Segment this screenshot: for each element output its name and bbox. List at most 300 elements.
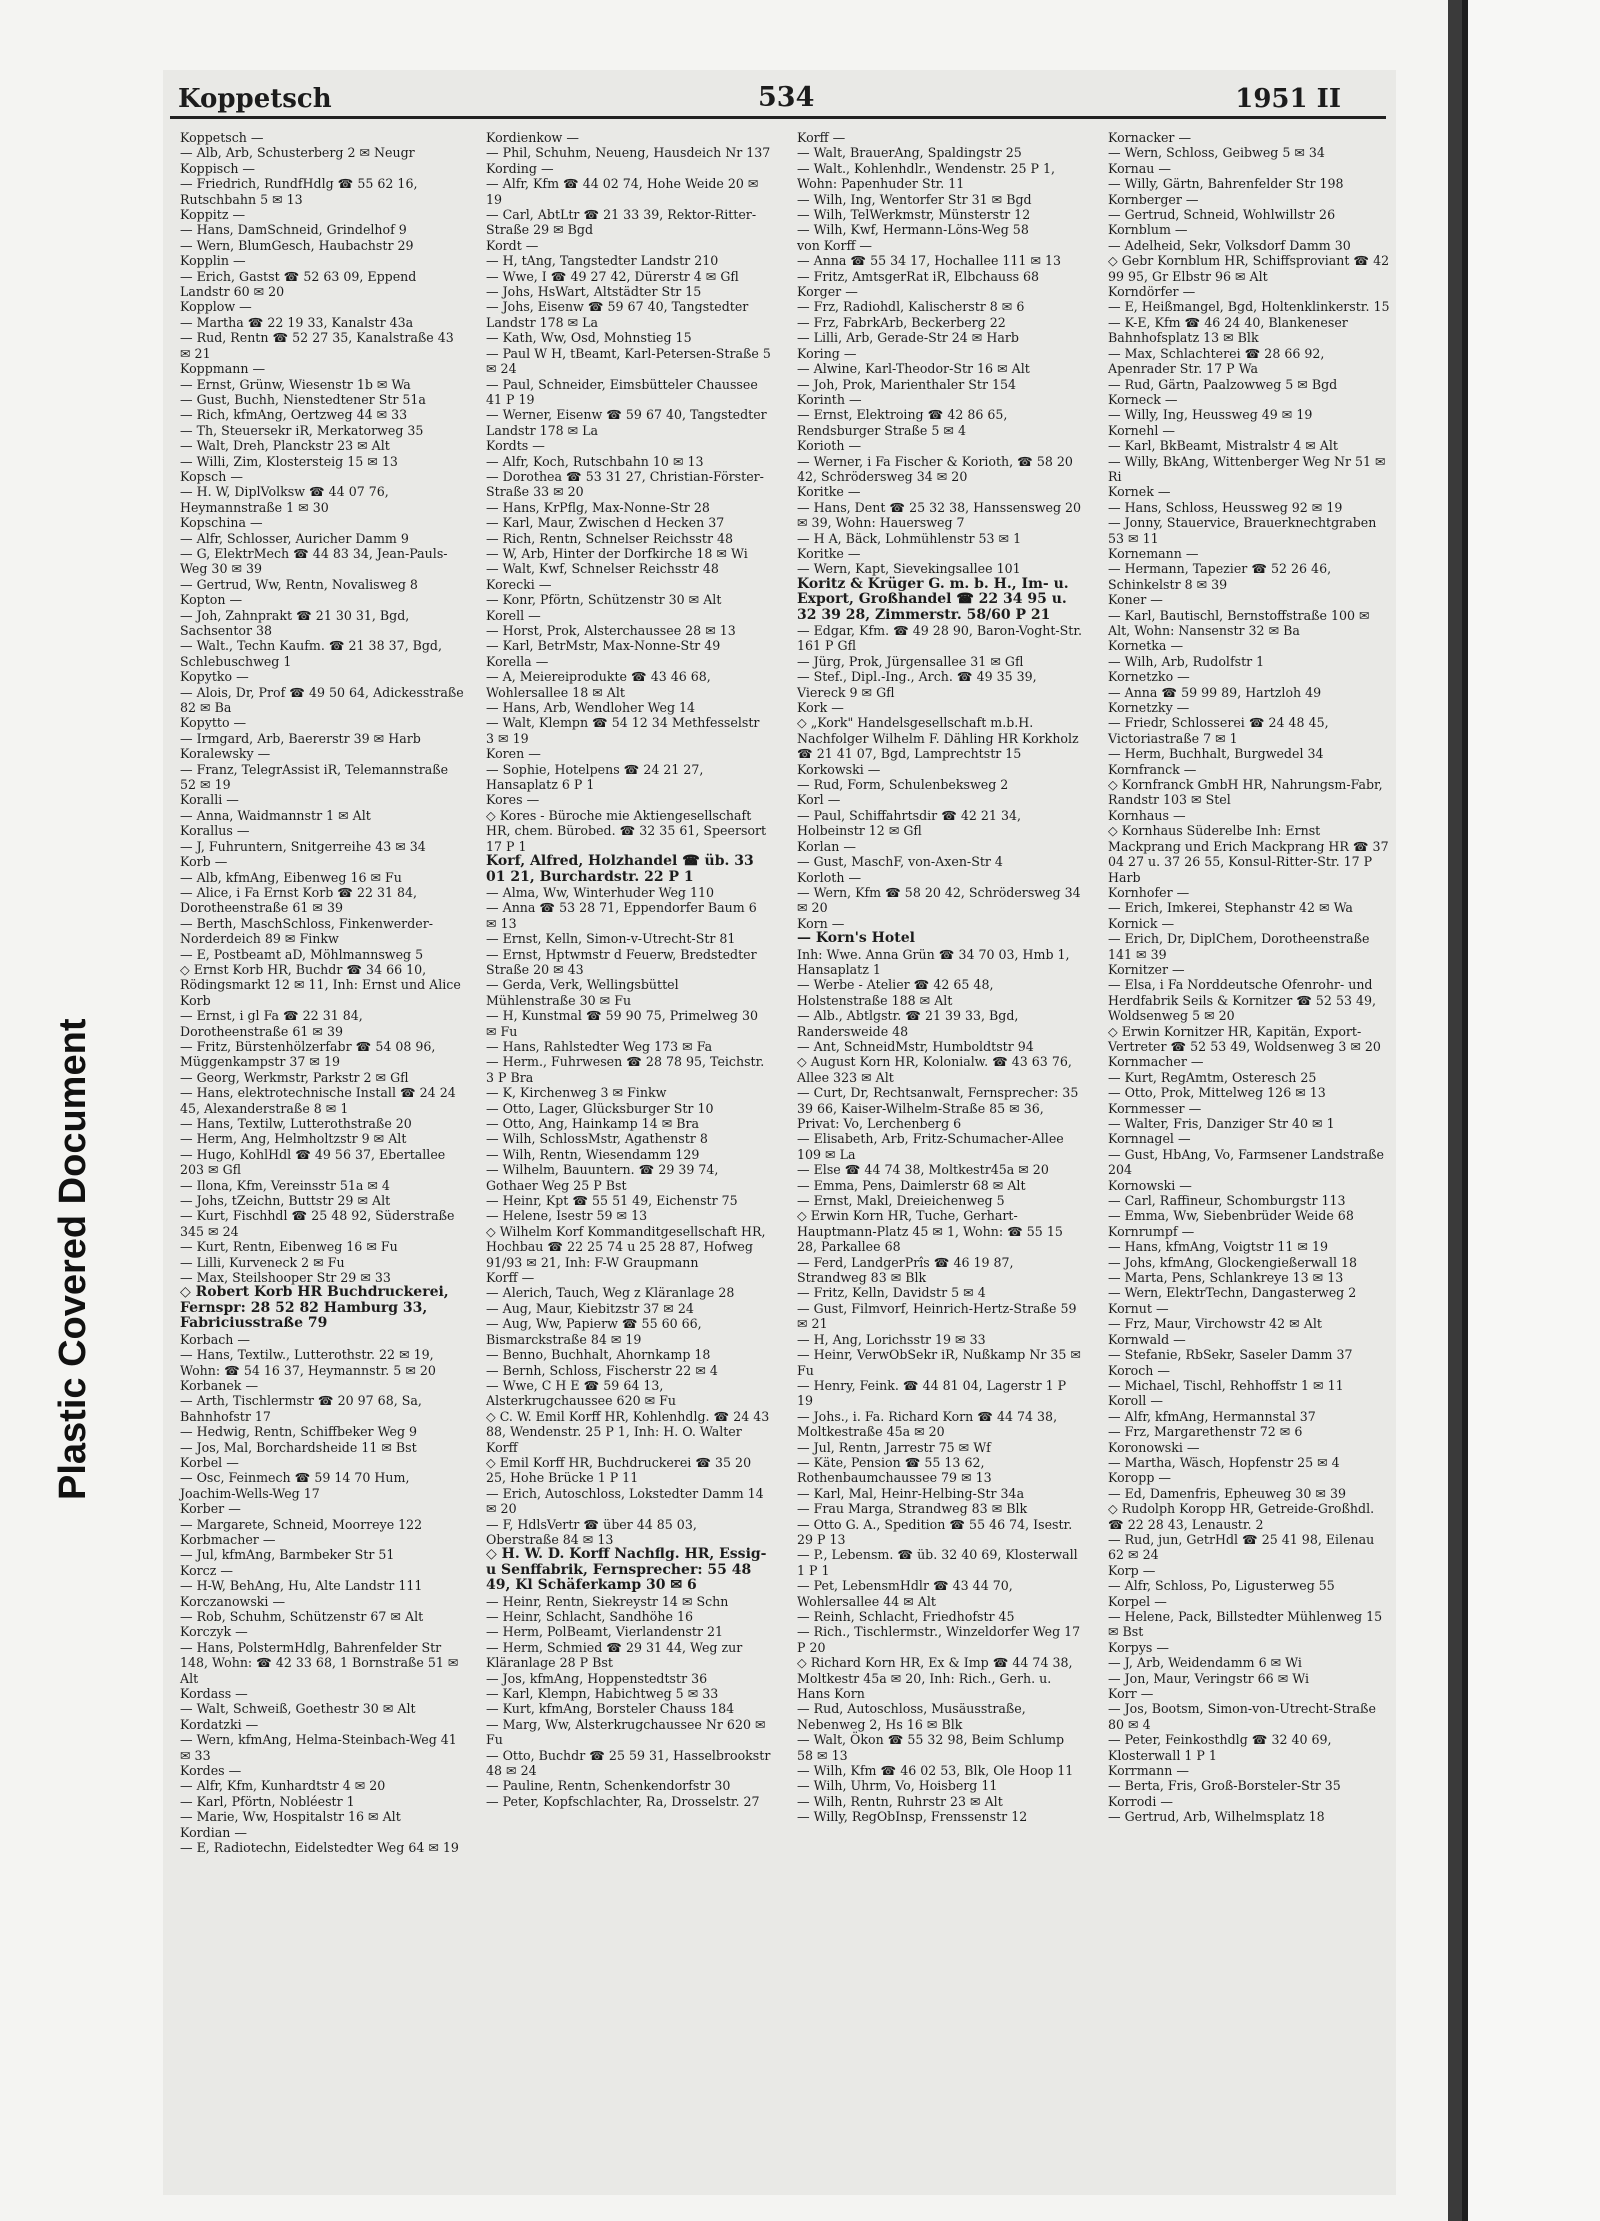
directory-entry: Koralli — (180, 792, 239, 808)
directory-entry: — Heinr, Schlacht, Sandhöhe 16 (486, 1609, 693, 1624)
directory-entry: — Hans, Dent ☎ 25 32 38, Hanssensweg 20 ✉ 39, Wohn: Hauersweg 7 (797, 499, 1082, 531)
directory-entry: — Marg, Ww, Alsterkrugchaussee Nr 620 ✉ Fu (486, 1716, 766, 1748)
directory-entry: — Jon, Maur, Veringstr 66 ✉ Wi (1108, 1670, 1309, 1686)
directory-entry: — Karl, Pförtn, Nobléestr 1 (180, 1793, 355, 1809)
directory-entry: Kornetka — (1108, 638, 1184, 654)
directory-entry: — Alerich, Tauch, Weg z Kläranlage 28 (486, 1285, 735, 1301)
directory-entry: — Rob, Schuhm, Schützenstr 67 ✉ Alt (180, 1609, 424, 1624)
directory-entry: Korczyk — (180, 1624, 248, 1640)
directory-entry: Korell — (486, 607, 541, 623)
directory-entry: — Gertrud, Ww, Rentn, Novalisweg 8 (180, 576, 418, 592)
directory-entry: Kornhaus — (1108, 807, 1186, 823)
directory-entry: ◇ H. W. D. Korff Nachflg. HR, Essig- u Senffabrik, Fernsprecher: 55 48 49, Kl Schäferkamp 30 ✉ 6 (486, 1546, 767, 1594)
directory-entry: — Peter, Feinkosthdlg ☎ 32 40 69, Klosterwall 1 P 1 (1108, 1732, 1332, 1763)
directory-entry: Korallus — (180, 823, 250, 839)
column-1 (180, 130, 465, 1856)
directory-entry: Korn — (797, 915, 845, 931)
directory-entry: — Alfr, Koch, Rutschbahn 10 ✉ 13 (486, 453, 704, 469)
directory-entry: — Werner, i Fa Fischer & Korioth, ☎ 58 20 42, Schrödersweg 34 ✉ 20 (797, 453, 1073, 484)
directory-entry: — Wilh, Kfm ☎ 46 02 53, Blk, Ole Hoop 11 (797, 1763, 1074, 1779)
directory-entry: — Sophie, Hotelpens ☎ 24 21 27, Hansaplatz 6 P 1 (486, 761, 704, 793)
directory-entry: Kornblum — (1108, 222, 1188, 238)
directory-entry: — Dorothea ☎ 53 31 27, Christian-Förster-Straße 33 ✉ 20 (486, 468, 764, 500)
directory-entry: — Walt, BrauerAng, Spaldingstr 25 (797, 145, 1022, 161)
directory-entry: — Wwe, C H E ☎ 59 64 13, Alsterkrugchaussee 620 ✉ Fu (486, 1377, 677, 1409)
directory-entry: Korff — (797, 130, 846, 145)
directory-entry: — Kurt, RegAmtm, Osteresch 25 (1108, 1069, 1317, 1085)
directory-entry: — Wern, Schloss, Geibweg 5 ✉ 34 (1108, 145, 1325, 161)
directory-entry: — Jürg, Prok, Jürgensallee 31 ✉ Gfl (797, 653, 1024, 669)
directory-entry: — Lilli, Kurveneck 2 ✉ Fu (180, 1254, 345, 1270)
directory-entry: — Herm, PolBeamt, Vierlandenstr 21 (486, 1624, 724, 1640)
directory-entry: — Willi, Zim, Klostersteig 15 ✉ 13 (180, 453, 398, 469)
directory-entry: Koppitz — (180, 207, 246, 223)
directory-entry: Korpel — (1108, 1593, 1167, 1609)
directory-entry: — Carl, Raffineur, Schomburgstr 113 (1108, 1193, 1346, 1209)
directory-entry: — Adelheid, Sekr, Volksdorf Damm 30 (1108, 237, 1351, 253)
directory-entry: — Gerda, Verk, Wellingsbüttel Mühlenstraße 30 ✉ Fu (486, 977, 679, 1008)
directory-entry: — Ernst, Grünw, Wiesenstr 1b ✉ Wa (180, 376, 411, 392)
directory-entry: — Johs., i. Fa. Richard Korn ☎ 44 74 38, Moltkestraße 45a ✉ 20 (797, 1408, 1058, 1440)
directory-entry: Korlan — (797, 838, 856, 854)
directory-entry: — Werner, Eisenw ☎ 59 67 40, Tangstedter Landstr 178 ✉ La (486, 407, 767, 438)
stamp-text: Plastic Covered Document (52, 1018, 94, 1500)
directory-entry: ◇ Emil Korff HR, Buchdruckerei ☎ 35 20 25, Hohe Brücke 1 P 11 (486, 1454, 752, 1486)
directory-entry: Kores — (486, 792, 540, 808)
directory-entry: — Rich, Rentn, Schnelser Reichsstr 48 (486, 530, 733, 546)
directory-entry: — Erich, Gastst ☎ 52 63 09, Eppend Landstr 60 ✉ 20 (180, 268, 417, 300)
directory-entry: — Konr, Pförtn, Schützenstr 30 ✉ Alt (486, 592, 722, 608)
directory-entry: Koralewsky — (180, 746, 271, 762)
directory-entry: — Walt, Ökon ☎ 55 32 98, Beim Schlump 58 ✉ 13 (797, 1732, 1065, 1763)
directory-entry: Kordian — (180, 1824, 247, 1840)
directory-entry: — Willy, RegObInsp, Frenssenstr 12 (797, 1809, 1028, 1825)
directory-entry: — Hans, Rahlstedter Weg 173 ✉ Fa (486, 1038, 713, 1054)
directory-entry: Kornfranck — (1108, 761, 1197, 777)
column-2 (486, 130, 771, 1809)
directory-entry: — Ant, SchneidMstr, Humboldtstr 94 (797, 1038, 1034, 1054)
directory-entry: — Horst, Prok, Alsterchaussee 28 ✉ 13 (486, 623, 736, 638)
directory-entry: Korczanowski — (180, 1593, 286, 1609)
directory-entry: — Wilh, Ing, Wentorfer Str 31 ✉ Bgd (797, 191, 1032, 207)
directory-entry: — Herm, Ang, Helmholtzstr 9 ✉ Alt (180, 1131, 407, 1147)
directory-entry: — Martha, Wäsch, Hopfenstr 25 ✉ 4 (1108, 1454, 1340, 1470)
directory-entry: — Aug, Maur, Kiebitzstr 37 ✉ 24 (486, 1300, 694, 1316)
directory-entry: ◇ Rudolph Koropp HR, Getreide-Großhdl. ☎ 22 28 43, Lenaustr. 2 (1108, 1501, 1375, 1532)
directory-entry: — A, Meiereiprodukte ☎ 43 46 68, Wohlersallee 18 ✉ Alt (486, 669, 711, 700)
directory-entry: — H-W, BehAng, Hu, Alte Landstr 111 (180, 1578, 423, 1594)
directory-entry: Kornetzko — (1108, 669, 1190, 685)
directory-entry: — Pauline, Rentn, Schenkendorfstr 30 (486, 1778, 731, 1794)
directory-entry: — Wilh, Arb, Rudolfstr 1 (1108, 653, 1265, 669)
directory-entry: — Erich, Dr, DiplChem, Dorotheenstraße 141 ✉ 39 (1108, 931, 1370, 962)
directory-entry: — Rich, kfmAng, Oertzweg 44 ✉ 33 (180, 407, 408, 423)
directory-entry: — Karl, Klempn, Habichtweg 5 ✉ 33 (486, 1686, 719, 1702)
directory-entry: — Henry, Feink. ☎ 44 81 04, Lagerstr 1 P 19 (797, 1377, 1067, 1409)
directory-entry: — Heinr, Rentn, Siekreystr 14 ✉ Schn (486, 1593, 729, 1609)
directory-entry: — W, Arb, Hinter der Dorfkirche 18 ✉ Wi (486, 545, 748, 561)
directory-entry: — E, Postbeamt aD, Möhlmannsweg 5 (180, 946, 424, 962)
directory-entry: — H, Kunstmal ☎ 59 90 75, Primelweg 30 ✉ Fu (486, 1008, 758, 1039)
directory-entry: — Erich, Imkerei, Stephanstr 42 ✉ Wa (1108, 900, 1353, 916)
directory-entry: — H. W, DiplVolksw ☎ 44 07 76, Heymannstraße 1 ✉ 30 (180, 484, 389, 515)
directory-entry: — Walter, Fris, Danziger Str 40 ✉ 1 (1108, 1116, 1335, 1131)
directory-entry: — Rud, Gärtn, Paalzowweg 5 ✉ Bgd (1108, 376, 1338, 392)
directory-entry: — Herm., Fuhrwesen ☎ 28 78 95, Teichstr. 3 P Bra (486, 1054, 765, 1085)
column-3 (797, 130, 1082, 1825)
directory-entry: — Heinr, Kpt ☎ 55 51 49, Eichenstr 75 (486, 1193, 738, 1209)
directory-entry: ◇ Kornhaus Süderelbe Inh: Ernst Mackprang und Erich Mackprang HR ☎ 37 04 27 u. 37 26 55, Konsul-Ritter-Str. 17 P Harb (1108, 823, 1389, 885)
directory-entry: ◇ Gebr Kornblum HR, Schiffsproviant ☎ 42 99 95, Gr Elbstr 96 ✉ Alt (1108, 253, 1390, 284)
directory-entry: — Hans, Textilw, Lutterothstraße 20 (180, 1116, 412, 1131)
directory-entry: ◇ Robert Korb HR Buchdruckerei, Fernspr: 28 52 82 Hamburg 33, Fabriciusstraße 79 (180, 1284, 449, 1332)
directory-entry: — Alfr, Kfm ☎ 44 02 74, Hohe Weide 20 ✉ 19 (486, 176, 759, 207)
directory-entry: — Berta, Fris, Groß-Borsteler-Str 35 (1108, 1778, 1341, 1794)
directory-entry: — Johs, HsWart, Altstädter Str 15 (486, 284, 702, 300)
directory-entry: — Wilh, Uhrm, Vo, Hoisberg 11 (797, 1778, 998, 1794)
directory-entry: Kopplin — (180, 253, 246, 269)
directory-entry: — Georg, Werkmstr, Parkstr 2 ✉ Gfl (180, 1069, 409, 1085)
directory-entry: — Jos, kfmAng, Hoppenstedtstr 36 (486, 1670, 708, 1686)
directory-entry: — Alma, Ww, Winterhuder Weg 110 (486, 884, 715, 900)
directory-entry: — Rud, Autoschloss, Musäusstraße, Nebenweg 2, Hs 16 ✉ Blk (797, 1701, 1026, 1732)
directory-entry: — Otto, Buchdr ☎ 25 59 31, Hasselbrookstr 48 ✉ 24 (486, 1747, 771, 1779)
directory-entry: Korrodi — (1108, 1793, 1173, 1809)
directory-entry: — Hans, elektrotechnische Install ☎ 24 24 45, Alexanderstraße 8 ✉ 1 (180, 1085, 456, 1116)
directory-entry: — Karl, BetrMstr, Max-Nonne-Str 49 (486, 638, 721, 654)
edition-year: 1951 II (1235, 84, 1341, 114)
directory-entry: — K, Kirchenweg 3 ✉ Finkw (486, 1085, 667, 1101)
directory-entry: — Friedrich, RundfHdlg ☎ 55 62 16, Rutschbahn 5 ✉ 13 (180, 176, 418, 207)
directory-entry: Kornehl — (1108, 422, 1175, 438)
directory-entry: — Gust, Buchh, Nienstedtener Str 51a (180, 391, 426, 407)
directory-entry: Korpys — (1108, 1639, 1169, 1655)
directory-entry: — Walt, Kwf, Schnelser Reichsstr 48 (486, 561, 719, 577)
directory-entry: Kornwald — (1108, 1331, 1186, 1347)
directory-entry: Korber — (180, 1501, 241, 1517)
directory-entry: Korkowski — (797, 761, 881, 777)
directory-entry: — Ernst, Kelln, Simon-v-Utrecht-Str 81 (486, 931, 736, 947)
directory-entry: — Walt, Dreh, Planckstr 23 ✉ Alt (180, 438, 390, 454)
directory-entry: Korella — (486, 653, 549, 669)
directory-entry: — Käte, Pension ☎ 55 13 62, Rothenbaumchaussee 79 ✉ 13 (797, 1454, 992, 1486)
directory-entry: — Berth, MaschSchloss, Finkenwerder-Norderdeich 89 ✉ Finkw (180, 915, 433, 947)
directory-entry: — Gertrud, Arb, Wilhelmsplatz 18 (1108, 1809, 1325, 1825)
directory-entry: — Emma, Ww, Siebenbrüder Weide 68 (1108, 1208, 1354, 1224)
directory-entry: — Johs, tZeichn, Buttstr 29 ✉ Alt (180, 1193, 391, 1209)
directory-entry: — Stef., Dipl.-Ing., Arch. ☎ 49 35 39, Viereck 9 ✉ Gfl (797, 669, 1037, 700)
directory-entry: Korndörfer — (1108, 284, 1196, 300)
directory-entry: Korff — (486, 1270, 535, 1286)
directory-entry: — Hugo, KohlHdl ☎ 49 56 37, Ebertallee 203 ✉ Gfl (180, 1146, 446, 1178)
directory-entry: — Otto G. A., Spedition ☎ 55 46 74, Isestr. 29 P 13 (797, 1516, 1073, 1547)
directory-entry: — Walt., Techn Kaufm. ☎ 21 38 37, Bgd, Schlebuschweg 1 (180, 638, 443, 669)
directory-entry: — Wilhelm, Bauuntern. ☎ 29 39 74, Gothaer Weg 25 P Bst (486, 1162, 719, 1193)
directory-entry: — Frz, Radiohdl, Kalischerstr 8 ✉ 6 (797, 299, 1025, 315)
directory-entry: — Peter, Kopfschlachter, Ra, Drosselstr. 27 (486, 1793, 760, 1809)
directory-entry: — Bernh, Schloss, Fischerstr 22 ✉ 4 (486, 1362, 718, 1378)
directory-entry: Inh: Wwe. Anna Grün ☎ 34 70 03, Hmb 1, Hansaplatz 1 (797, 946, 1070, 977)
directory-entry: Korinth — (797, 391, 862, 407)
directory-entry: — H A, Bäck, Lohmühlenstr 53 ✉ 1 (797, 530, 1022, 546)
directory-entry: ◇ Kornfranck GmbH HR, Nahrungsm-Fabr, Randstr 103 ✉ Stel (1108, 777, 1383, 808)
directory-entry: — Wern, Kapt, Sievekingsallee 101 (797, 561, 1021, 577)
directory-entry: — F, HdlsVertr ☎ über 44 85 03, Oberstraße 84 ✉ 13 (486, 1516, 697, 1547)
directory-entry: Kopschina — (180, 515, 263, 531)
directory-entry: ◇ Richard Korn HR, Ex & Imp ☎ 44 74 38, Moltkestr 45a ✉ 20, Inh: Rich., Gerh. u. Hans Korn (797, 1655, 1073, 1702)
directory-entry: — Wern, Kfm ☎ 58 20 42, Schrödersweg 34 ✉ 20 (797, 884, 1081, 916)
directory-entry: Kornrumpf — (1108, 1223, 1195, 1239)
directory-entry: — Marie, Ww, Hospitalstr 16 ✉ Alt (180, 1809, 401, 1825)
directory-entry: Korbanek — (180, 1377, 259, 1393)
directory-entry: — Johs, Eisenw ☎ 59 67 40, Tangstedter Landstr 178 ✉ La (486, 299, 749, 330)
directory-entry: ◇ C. W. Emil Korff HR, Kohlenhdlg. ☎ 24 43 88, Wendenstr. 25 P 1, Inh: H. O. Walter Korff (486, 1408, 770, 1455)
directory-entry: — Wwe, I ☎ 49 27 42, Dürerstr 4 ✉ Gfl (486, 268, 739, 284)
directory-entry: — Walt, Klempn ☎ 54 12 34 Methfesselstr 3 ✉ 19 (486, 715, 760, 746)
directory-entry: — Lilli, Arb, Gerade-Str 24 ✉ Harb (797, 330, 1019, 346)
directory-entry: — H, Ang, Lorichsstr 19 ✉ 33 (797, 1331, 986, 1347)
directory-entry: ◇ Wilhelm Korf Kommanditgesellschaft HR, Hochbau ☎ 22 25 74 u 25 28 87, Hofweg 91/93 ✉ 21, Inh: F-W Graupmann (486, 1223, 766, 1270)
directory-entry: — Ilona, Kfm, Vereinsstr 51a ✉ 4 (180, 1177, 390, 1193)
directory-entry: Korl — (797, 792, 841, 808)
directory-entry: Kordes — (180, 1763, 242, 1779)
directory-entry: — Joh, Prok, Marienthaler Str 154 (797, 376, 1017, 392)
directory-entry: — Alfr, Kfm, Kunhardtstr 4 ✉ 20 (180, 1778, 386, 1794)
directory-entry: Korbach — (180, 1331, 251, 1347)
running-head: Koppetsch (178, 84, 332, 114)
directory-entry: Kornick — (1108, 915, 1175, 931)
directory-entry: Koronowski — (1108, 1439, 1200, 1455)
directory-entry: — Stefanie, RbSekr, Saseler Damm 37 (1108, 1347, 1353, 1363)
directory-entry: — J, Arb, Weidendamm 6 ✉ Wi (1108, 1655, 1302, 1671)
directory-entry: — Benno, Buchhalt, Ahornkamp 18 (486, 1347, 711, 1363)
directory-entry: Kopytko — (180, 669, 249, 685)
directory-entry: — Curt, Dr, Rechtsanwalt, Fernsprecher: 35 39 66, Kaiser-Wilhelm-Straße 85 ✉ 36, Privat: Vo, Lerchenberg 6 (797, 1085, 1079, 1131)
directory-entry: — Frz, FabrkArb, Beckerberg 22 (797, 314, 1006, 330)
directory-entry: — Otto, Ang, Hainkamp 14 ✉ Bra (486, 1116, 700, 1131)
page-number: 534 (758, 82, 815, 113)
directory-entry: — Carl, AbtLtr ☎ 21 33 39, Rektor-Ritter-Straße 29 ✉ Bgd (486, 207, 757, 238)
directory-entry: Kornacker — (1108, 130, 1192, 145)
directory-entry: — Alb, Arb, Schusterberg 2 ✉ Neugr (180, 145, 415, 161)
directory-entry: — Jul, Rentn, Jarrestr 75 ✉ Wf (797, 1439, 991, 1455)
directory-entry: — Ferd, LandgerPrîs ☎ 46 19 87, Strandweg 83 ✉ Blk (797, 1254, 1014, 1286)
directory-entry: — Alfr, kfmAng, Hermannstal 37 (1108, 1408, 1316, 1424)
directory-entry: — Helene, Isestr 59 ✉ 13 (486, 1208, 648, 1224)
directory-entry: Korger — (797, 284, 858, 300)
directory-entry: — Willy, Gärtn, Bahrenfelder Str 198 (1108, 176, 1344, 192)
directory-entry: — E, Heißmangel, Bgd, Holtenklinkerstr. 15 (1108, 299, 1390, 315)
directory-entry: — Erich, Autoschloss, Lokstedter Damm 14 ✉ 20 (486, 1485, 764, 1517)
directory-entry: — Ernst, i gl Fa ☎ 22 31 84, Dorotheenstraße 61 ✉ 39 (180, 1008, 363, 1039)
directory-entry: — Hans, kfmAng, Voigtstr 11 ✉ 19 (1108, 1239, 1329, 1255)
directory-entry: Kornowski — (1108, 1177, 1192, 1193)
column-4 (1108, 130, 1393, 1825)
directory-entry: — Anna ☎ 55 34 17, Hochallee 111 ✉ 13 (797, 253, 1062, 269)
directory-entry: ◇ „Kork" Handelsgesellschaft m.b.H. Nachfolger Wilhelm F. Dähling HR Korkholz ☎ 21 41 07, Bgd, Lamprechtstr 15 (797, 715, 1079, 762)
directory-entry: — Pet, LebensmHdlr ☎ 43 44 70, Wohlersallee 44 ✉ Alt (797, 1578, 1013, 1609)
directory-entry: — Fritz, Bürstenhölzerfabr ☎ 54 08 96, Müggenkampstr 37 ✉ 19 (180, 1038, 436, 1070)
directory-entry: — Phil, Schuhm, Neueng, Hausdeich Nr 137 (486, 145, 771, 161)
directory-entry: — Franz, TelegrAssist iR, Telemannstraße 52 ✉ 19 (180, 761, 449, 793)
directory-entry: — Ernst, Elektroing ☎ 42 86 65, Rendsburger Straße 5 ✉ 4 (797, 407, 1008, 438)
directory-entry: — Wern, ElektrTechn, Dangasterweg 2 (1108, 1285, 1357, 1301)
directory-entry: Korf, Alfred, Holzhandel ☎ üb. 33 01 21, Burchardstr. 22 P 1 (486, 853, 754, 885)
directory-entry: Kork — (797, 700, 844, 716)
directory-entry: Korr — (1108, 1686, 1154, 1702)
directory-entry: — Korn's Hotel (797, 930, 915, 947)
directory-entry: Kornut — (1108, 1300, 1169, 1316)
directory-entry: — Karl, BkBeamt, Mistralstr 4 ✉ Alt (1108, 438, 1338, 454)
directory-entry: — Aug, Ww, Papierw ☎ 55 60 66, Bismarckstraße 84 ✉ 19 (486, 1316, 702, 1347)
directory-entry: Koppisch — (180, 160, 256, 176)
directory-entry: Kornetzky — (1108, 700, 1190, 716)
directory-entry: — Max, Steilshooper Str 29 ✉ 33 (180, 1270, 391, 1286)
directory-entry: Kornmesser — (1108, 1100, 1202, 1116)
directory-entry: Kordt — (486, 237, 539, 253)
directory-entry: — Johs, kfmAng, Glockengießerwall 18 (1108, 1254, 1358, 1270)
directory-entry: — Kurt, kfmAng, Borsteler Chauss 184 (486, 1701, 735, 1717)
directory-entry: — Friedr, Schlosserei ☎ 24 48 45, Victoriastraße 7 ✉ 1 (1108, 715, 1329, 746)
directory-entry: Koroch — (1108, 1362, 1171, 1378)
directory-entry: — Wilh, Rentn, Wiesendamm 129 (486, 1146, 700, 1162)
directory-entry: Korecki — (486, 576, 552, 592)
directory-entry: — Anna ☎ 59 99 89, Hartzloh 49 (1108, 684, 1322, 700)
directory-entry: — Gust, Filmvorf, Heinrich-Hertz-Straße 59 ✉ 21 (797, 1300, 1077, 1332)
directory-entry: — Kurt, Rentn, Eibenweg 16 ✉ Fu (180, 1239, 398, 1255)
directory-entry: — Frz, Margarethenstr 72 ✉ 6 (1108, 1424, 1303, 1440)
directory-entry: — Joh, Zahnprakt ☎ 21 30 31, Bgd, Sachsentor 38 (180, 607, 410, 638)
directory-entry: — Jonny, Stauervice, Brauerknechtgraben 53 ✉ 11 (1108, 515, 1377, 546)
scan-edge (1448, 0, 1600, 2221)
header-rule (170, 116, 1386, 119)
directory-entry: — Ernst, Makl, Dreieichenweg 5 (797, 1193, 1005, 1209)
directory-entry: Korneck — (1108, 391, 1178, 407)
directory-entry: — Karl, Mal, Heinr-Helbing-Str 34a (797, 1485, 1025, 1501)
directory-entry: — Paul, Schiffahrtsdir ☎ 42 21 34, Holbeinstr 12 ✉ Gfl (797, 807, 1021, 839)
directory-entry: Kornmacher — (1108, 1054, 1204, 1070)
directory-entry: — Walt., Kohlenhdlr., Wendenstr. 25 P 1, Wohn: Papenhuder Str. 11 (797, 160, 1056, 192)
directory-entry: — Wern, BlumGesch, Haubachstr 29 (180, 237, 414, 253)
directory-entry: Koritke — (797, 484, 861, 500)
directory-entry: Kornek — (1108, 484, 1171, 500)
directory-entry: — Hans, Schloss, Heussweg 92 ✉ 19 (1108, 499, 1343, 515)
directory-entry: — Paul W H, tBeamt, Karl-Petersen-Straße 5 ✉ 24 (486, 345, 771, 377)
directory-entry: — Ernst, Hptwmstr d Feuerw, Bredstedter Straße 20 ✉ 43 (486, 946, 757, 977)
directory-entry: Korb — (180, 854, 228, 870)
directory-entry: — Alb., Abtlgstr. ☎ 21 39 33, Bgd, Randersweide 48 (797, 1008, 1019, 1039)
directory-entry: Korp — (1108, 1562, 1156, 1578)
directory-entry: — Alfr, Schlosser, Auricher Damm 9 (180, 530, 409, 546)
directory-entry: — Max, Schlachterei ☎ 28 66 92, Apenrader Str. 17 P Wa (1108, 345, 1325, 377)
directory-entry: — Ed, Damenfris, Epheuweg 30 ✉ 39 (1108, 1485, 1346, 1501)
directory-entry: Kornitzer — (1108, 961, 1185, 977)
directory-entry: — P., Lebensm. ☎ üb. 32 40 69, Klosterwall 1 P 1 (797, 1547, 1078, 1578)
directory-entry: — Heinr, VerwObSekr iR, Nußkamp Nr 35 ✉ Fu (797, 1347, 1081, 1378)
directory-entry: — Anna, Waidmannstr 1 ✉ Alt (180, 807, 371, 823)
directory-entry: — Hans, Arb, Wendloher Weg 14 (486, 700, 696, 716)
directory-entry: — Anna ☎ 53 28 71, Eppendorfer Baum 6 ✉ 13 (486, 900, 757, 931)
directory-entry: — Wilh, TelWerkmstr, Münsterstr 12 (797, 207, 1031, 223)
directory-entry: — Michael, Tischl, Rehhoffstr 1 ✉ 11 (1108, 1377, 1344, 1393)
directory-entry: Kornnagel — (1108, 1131, 1191, 1147)
directory-entry: — Willy, BkAng, Wittenberger Weg Nr 51 ✉ Ri (1108, 453, 1386, 484)
directory-entry: — Hedwig, Rentn, Schiffbeker Weg 9 (180, 1424, 418, 1440)
directory-entry: — Rud, Form, Schulenbeksweg 2 (797, 777, 1009, 793)
directory-entry: — Alois, Dr, Prof ☎ 49 50 64, Adickesstraße 82 ✉ Ba (180, 684, 464, 716)
directory-entry: — H, tAng, Tangstedter Landstr 210 (486, 253, 719, 269)
directory-entry: — Elisabeth, Arb, Fritz-Schumacher-Allee 109 ✉ La (797, 1131, 1064, 1162)
directory-entry: — Hans, DamSchneid, Grindelhof 9 (180, 222, 407, 238)
directory-entry: — Osc, Feinmech ☎ 59 14 70 Hum, Joachim-Wells-Weg 17 (180, 1470, 410, 1501)
directory-entry: Kornau — (1108, 160, 1171, 176)
directory-entry: — Jos, Bootsm, Simon-von-Utrecht-Straße 80 ✉ 4 (1108, 1701, 1376, 1732)
directory-entry: Kornhofer — (1108, 884, 1190, 900)
directory-entry: Korloth — (797, 869, 862, 885)
directory-entry: — Else ☎ 44 74 38, Moltkestr45a ✉ 20 (797, 1162, 1049, 1178)
directory-entry: — Alb, kfmAng, Eibenweg 16 ✉ Fu (180, 869, 402, 885)
directory-entry: — Hans, PolstermHdlg, Bahrenfelder Str 148, Wohn: ☎ 42 33 68, 1 Bornstraße 51 ✉ Alt (180, 1639, 459, 1686)
directory-entry: ◇ Ernst Korb HR, Buchdr ☎ 34 66 10, Rödingsmarkt 12 ✉ 11, Inh: Ernst und Alice Korb (180, 961, 461, 1008)
directory-entry: ◇ Erwin Kornitzer HR, Kapitän, Export-Vertreter ☎ 52 53 49, Woldsenweg 3 ✉ 20 (1108, 1023, 1381, 1054)
directory-entry: — Margarete, Schneid, Moorreye 122 (180, 1516, 423, 1532)
directory-entry: — J, Fuhruntern, Snitgerreihe 43 ✉ 34 (180, 838, 426, 854)
directory-entry: — E, Radiotechn, Eidelstedter Weg 64 ✉ 19 (180, 1840, 459, 1856)
directory-entry: — Fritz, Kelln, Davidstr 5 ✉ 4 (797, 1285, 986, 1301)
directory-entry: — Walt, Schweiß, Goethestr 30 ✉ Alt (180, 1701, 416, 1717)
directory-entry: — Alfr, Schloss, Po, Ligusterweg 55 (1108, 1578, 1335, 1594)
directory-entry: — Alice, i Fa Ernst Korb ☎ 22 31 84, Dorotheenstraße 61 ✉ 39 (180, 884, 418, 916)
directory-entry: — Marta, Pens, Schlankreye 13 ✉ 13 (1108, 1270, 1344, 1286)
directory-entry: — Wilh, Kwf, Hermann-Löns-Weg 58 (797, 222, 1029, 238)
directory-entry: Koropp — (1108, 1470, 1171, 1486)
directory-entry: — Hans, KrPflg, Max-Nonne-Str 28 (486, 499, 710, 515)
page-header (163, 80, 1396, 120)
directory-entry: — Th, Steuersekr iR, Merkatorweg 35 (180, 422, 424, 438)
directory-entry: Korbel — (180, 1454, 239, 1470)
directory-entry: — Reinh, Schlacht, Friedhofstr 45 (797, 1609, 1015, 1624)
directory-entry: ◇ Kores - Büroche mie Aktiengesellschaft HR, chem. Bürobed. ☎ 32 35 61, Speersort 17 P 1 (486, 807, 767, 854)
directory-entry: — Gertrud, Schneid, Wohlwillstr 26 (1108, 207, 1336, 223)
directory-entry: Korioth — (797, 438, 862, 454)
directory-entry: Kording — (486, 160, 554, 176)
directory-entry: — Karl, Bautischl, Bernstoffstraße 100 ✉ Alt, Wohn: Nansenstr 32 ✉ Ba (1108, 607, 1370, 638)
directory-entry: Koritke — (797, 545, 861, 561)
directory-entry: Koppmann — (180, 361, 266, 377)
directory-entry: — Werbe - Atelier ☎ 42 65 48, Holstenstraße 188 ✉ Alt (797, 977, 994, 1008)
directory-entry: Korbmacher — (180, 1531, 276, 1547)
directory-entry: Kordatzki — (180, 1716, 259, 1732)
directory-entry: — Irmgard, Arb, Baererstr 39 ✉ Harb (180, 730, 421, 746)
directory-entry: — Hermann, Tapezier ☎ 52 26 46, Schinkelstr 8 ✉ 39 (1108, 561, 1332, 592)
directory-entry: ◇ August Korn HR, Kolonialw. ☎ 43 63 76, Allee 323 ✉ Alt (797, 1054, 1072, 1085)
directory-entry: — Jul, kfmAng, Barmbeker Str 51 (180, 1547, 395, 1563)
directory-entry: — Wilh, SchlossMstr, Agathenstr 8 (486, 1131, 708, 1147)
directory-entry: — Wern, kfmAng, Helma-Steinbach-Weg 41 ✉ 33 (180, 1732, 457, 1763)
directory-entry: — Arth, Tischlermstr ☎ 20 97 68, Sa, Bahnhofstr 17 (180, 1393, 422, 1424)
directory-entry: — Rich., Tischlermstr., Winzeldorfer Weg 17 P 20 (797, 1624, 1081, 1655)
directory-entry: Kopsch — (180, 468, 243, 484)
facing-page-margin (1468, 0, 1600, 2221)
directory-entry: — Rud, jun, GetrHdl ☎ 25 41 98, Eilenau 62 ✉ 24 (1108, 1531, 1375, 1563)
directory-entry: — Edgar, Kfm. ☎ 49 28 90, Baron-Voght-Str. 161 P Gfl (797, 623, 1083, 654)
directory-entry: — Fritz, AmtsgerRat iR, Elbchauss 68 (797, 268, 1040, 284)
directory-entry: — Karl, Maur, Zwischen d Hecken 37 (486, 515, 725, 531)
directory-entry: Koring — (797, 345, 857, 361)
directory-entry: Kopton — (180, 592, 243, 608)
directory-entry: ◇ Erwin Korn HR, Tuche, Gerhart-Hauptmann-Platz 45 ✉ 1, Wohn: ☎ 55 15 28, Parkallee 68 (797, 1208, 1063, 1255)
directory-entry: — Otto, Lager, Glücksburger Str 10 (486, 1100, 714, 1116)
